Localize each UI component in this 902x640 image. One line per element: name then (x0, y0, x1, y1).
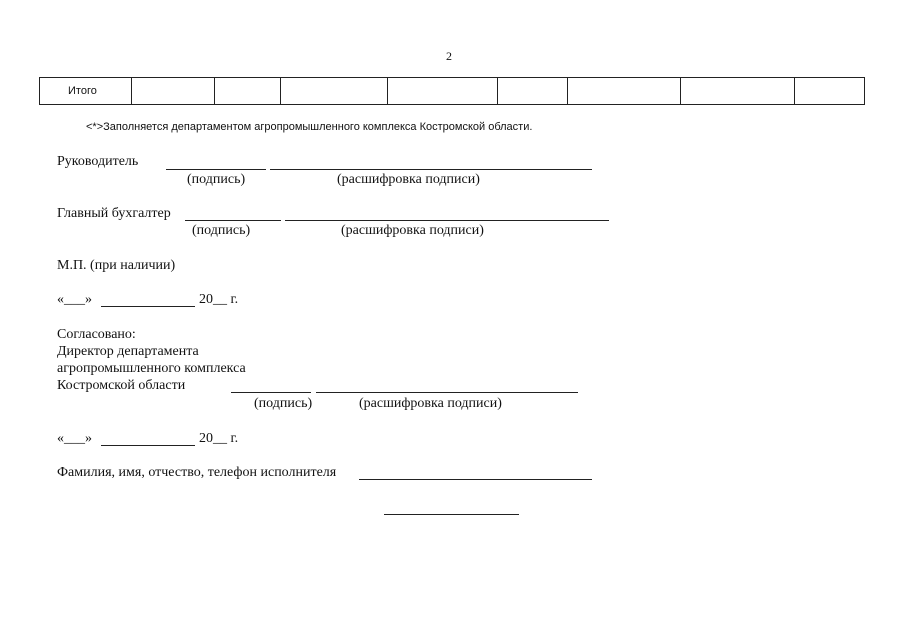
director-decode-line[interactable] (316, 392, 578, 393)
page-number: 2 (446, 49, 452, 63)
accountant-label: Главный бухгалтер (57, 206, 171, 221)
head-decode-hint: (расшифровка подписи) (337, 172, 480, 187)
accountant-signature-line[interactable] (185, 220, 281, 221)
table-cell[interactable] (498, 78, 568, 105)
date-day-1: «___» (57, 292, 92, 307)
end-separator (384, 514, 519, 515)
approved-position-1: Директор департамента (57, 344, 199, 359)
date-month-line-2[interactable] (101, 445, 195, 446)
head-label: Руководитель (57, 154, 139, 169)
table-cell[interactable] (215, 78, 281, 105)
stamp-note: М.П. (при наличии) (57, 258, 176, 273)
date-month-line-1[interactable] (101, 306, 195, 307)
footnote: <*>Заполняется департаментом агропромышленного комплекса Костромской области. (86, 121, 533, 133)
approved-heading: Согласовано: (57, 327, 136, 342)
approved-position-3: Костромской области (57, 378, 186, 393)
executor-label: Фамилия, имя, отчество, телефон исполнителя (57, 465, 337, 480)
approved-position-2: агропромышленного комплекса (57, 361, 246, 376)
director-signature-line[interactable] (231, 392, 311, 393)
director-signature-hint: (подпись) (254, 396, 313, 411)
head-signature-line[interactable] (166, 169, 266, 170)
accountant-signature-hint: (подпись) (192, 223, 251, 238)
table-cell[interactable] (132, 78, 215, 105)
accountant-decode-hint: (расшифровка подписи) (341, 223, 484, 238)
date-year-1: 20__ г. (199, 292, 239, 307)
totals-table (39, 77, 865, 105)
date-year-2: 20__ г. (199, 431, 239, 446)
executor-line[interactable] (359, 479, 592, 480)
table-cell[interactable] (281, 78, 388, 105)
accountant-decode-line[interactable] (285, 220, 609, 221)
table-cell[interactable] (681, 78, 795, 105)
table-cell[interactable] (568, 78, 681, 105)
head-signature-hint: (подпись) (187, 172, 246, 187)
total-label: Итого (40, 78, 132, 105)
table-cell[interactable] (795, 78, 865, 105)
table-row (40, 78, 865, 105)
director-decode-hint: (расшифровка подписи) (359, 396, 502, 411)
head-decode-line[interactable] (270, 169, 592, 170)
table-cell[interactable] (388, 78, 498, 105)
date-day-2: «___» (57, 431, 92, 446)
